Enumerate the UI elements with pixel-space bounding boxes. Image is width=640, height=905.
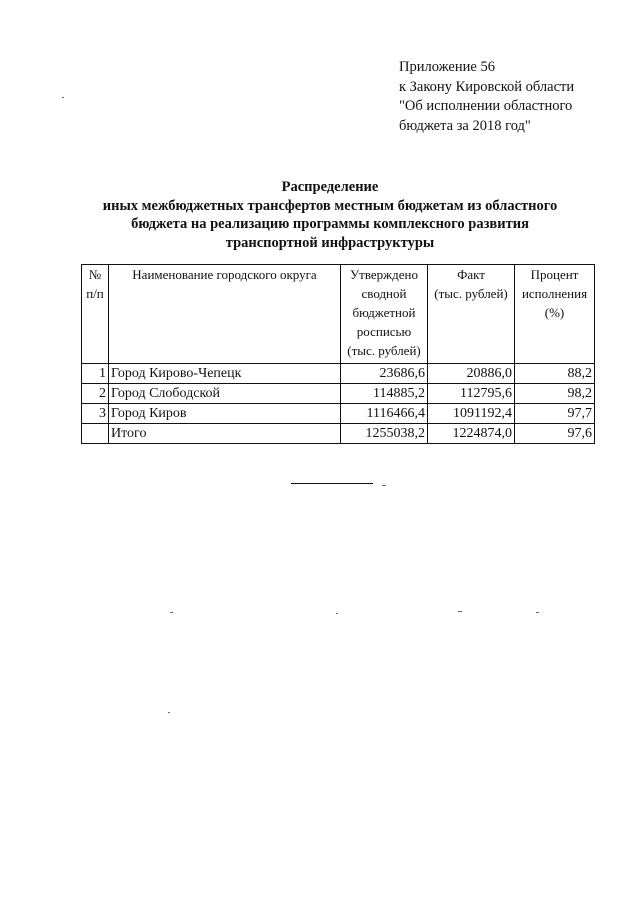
row-number [82,424,109,444]
distribution-table [81,264,595,444]
fact-total: 1224874,0 [428,424,515,444]
approved-value: 1116466,4 [341,404,428,424]
title-line: иных межбюджетных трансфертов местным бюджетам из областного [102,197,558,214]
scan-speck [170,612,173,613]
header-fact: Факт (тыс. рублей) [428,265,515,364]
fact-value: 20886,0 [428,364,515,384]
fact-value: 1091192,4 [428,404,515,424]
scan-speck [458,611,462,612]
percent-value: 97,7 [515,404,595,424]
scan-speck [336,613,338,614]
district-name: Город Слободской [109,384,341,404]
scan-speck [62,97,64,98]
separator-line [291,483,373,484]
appendix-line: к Закону Кировской области [399,78,575,95]
title-line: бюджета на реализацию программы комплексного развития [131,216,529,232]
scan-speck [168,712,170,713]
district-name: Город Киров [109,404,341,424]
table-row [82,404,595,424]
district-name: Город Кирово-Чепецк [109,364,341,384]
table-row [82,364,595,384]
scan-speck [382,485,386,486]
header-approved: Утверждено сводной бюджетной росписью (тыс. рублей) [341,265,428,364]
table-total-row [82,424,595,444]
approved-total: 1255038,2 [341,424,428,444]
scan-speck [536,612,539,613]
document-title [60,178,600,252]
total-label: Итого [109,424,341,444]
fact-value: 112795,6 [428,384,515,404]
appendix-line: "Об исполнении областного [399,98,573,114]
appendix-line: бюджета за 2018 год" [399,117,531,134]
title-line: транспортной инфраструктуры [225,234,435,251]
percent-total: 97,6 [515,424,595,444]
header-percent: Процент исполнения (%) [515,265,595,364]
percent-value: 88,2 [515,364,595,384]
row-number: 3 [82,404,109,424]
title-line: Распределение [281,179,379,195]
table-header-row [82,265,595,364]
approved-value: 114885,2 [341,384,428,404]
appendix-line: Приложение 56 [399,59,495,75]
header-number: № п/п [82,265,109,364]
header-district-name: Наименование городского округа [109,265,341,364]
row-number: 1 [82,364,109,384]
appendix-reference [399,58,574,136]
table-row [82,384,595,404]
row-number: 2 [82,384,109,404]
percent-value: 98,2 [515,384,595,404]
approved-value: 23686,6 [341,364,428,384]
